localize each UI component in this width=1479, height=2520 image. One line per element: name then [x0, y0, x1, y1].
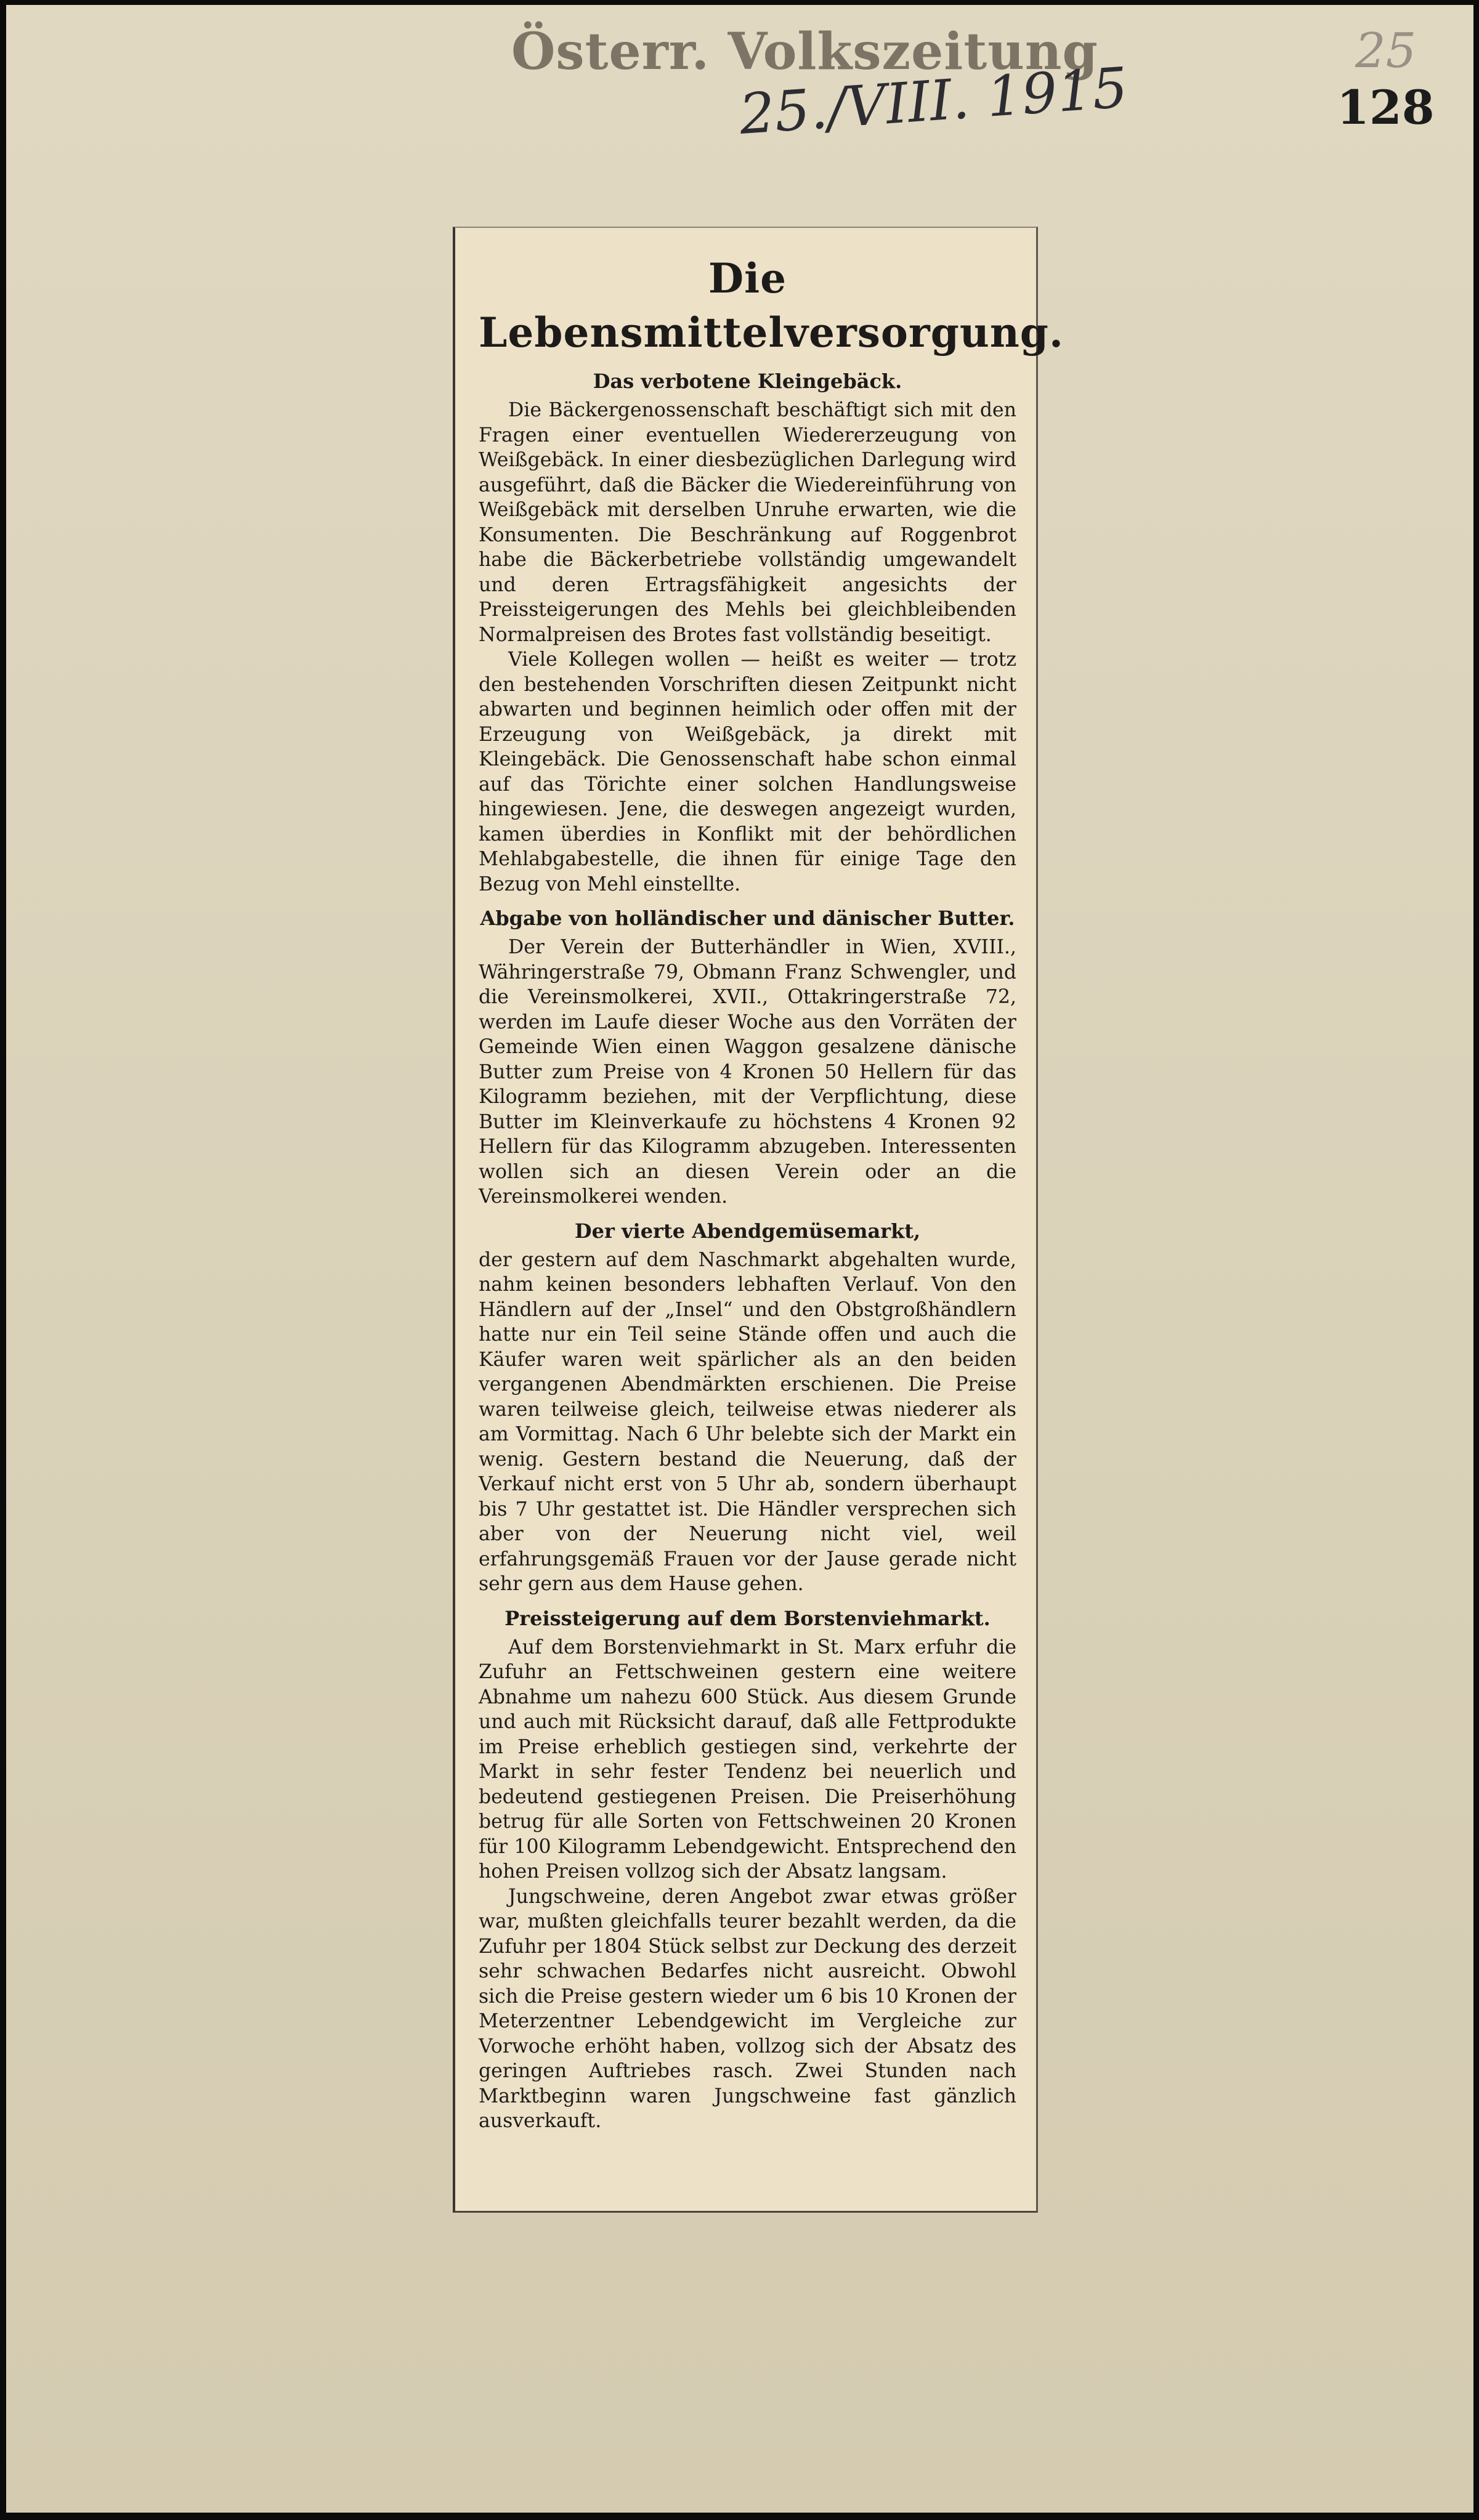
paragraph: Jungschweine, deren Angebot zwar etwas größer war, mußten gleichfalls teurer bezahlt werden, da die Zufuhr per 1804 Stück selbst zur Deckung des derzeit sehr schwachen Bedarfes nicht ausreicht. Obwohl sich die Preise gestern wieder um 6 bis 10 Kronen der Meterzentner Lebendgewicht im Vergleiche zur Vorwoche erhöht haben, vollzog sich der Absatz des geringen Auftriebes rasch. Zwei Stunden nach Marktbeginn waren Jungschweine fast gänzlich ausverkauft. — [479, 1885, 1016, 2132]
section-heading: Der vierte Abendgemüsemarkt, — [574, 1219, 921, 1243]
page-number: 128 — [1337, 80, 1435, 135]
handwritten-date: 25./VIII. 1915 — [737, 55, 1130, 147]
pencil-number: 25 — [1355, 23, 1417, 79]
archive-sheet — [6, 5, 1473, 2513]
section-heading: Abgabe von holländischer und dänischer Butter. — [480, 907, 1015, 930]
paragraph: Der Verein der Butterhändler in Wien, XVIII., Währingerstraße 79, Obmann Franz Schwengler, und die Vereinsmolkerei, XVII., Ottakringerstraße 72, werden im Laufe dieser Woche aus den Vorräten der Gemeinde Wien einen Waggon gesalzene dänische Butter zum Preise von 4 Kronen 50 Hellern für das Kilogramm beziehen, mit der Verpflichtung, diese Butter im Kleinverkaufe zu höchstens 4 Kronen 92 Hellern für das Kilogramm abzugeben. Interessenten wollen sich an diesen Verein oder an die Vereinsmolkerei wenden. — [479, 936, 1016, 1208]
paragraph: Die Bäckergenossenschaft beschäftigt sich mit den Fragen einer eventuellen Wiedererzeugung von Weißgebäck. In einer diesbezüglichen Darlegung wird ausgeführt, daß die Bäcker die Wiedereinführung von Weißgebäck mit derselben Unruhe erwarten, wie die Konsumenten. Die Beschränkung auf Roggenbrot habe die Bäckerbetriebe vollständig umgewandelt und deren Ertragsfähigkeit angesichts der Preissteigerungen des Mehls bei gleichbleibenden Normalpreisen des Brotes fast vollständig beseitigt. — [479, 399, 1016, 646]
article-title: Die Lebensmittelversorgung. — [479, 254, 1064, 357]
paragraph: Auf dem Borstenviehmarkt in St. Marx erfuhr die Zufuhr an Fettschweinen gestern eine weitere Abnahme um nahezu 600 Stück. Aus diesem Grunde und auch mit Rücksicht darauf, daß alle Fettprodukte im Preise erheblich gestiegen sind, verkehrte der Markt in sehr fester Tendenz bei neuerlich und bedeutend gestiegenen Preisen. Die Preiserhöhung betrug für alle Sorten von Fettschweinen 20 Kronen für 100 Kilogramm Lebendgewicht. Entsprechend den hohen Preisen vollzog sich der Absatz langsam. — [479, 1636, 1016, 1883]
paragraph: Viele Kollegen wollen — heißt es weiter — trotz den bestehenden Vorschriften diesen Zeitpunkt nicht abwarten und beginnen heimlich oder offen mit der Erzeugung von Weißgebäck, ja direkt mit Kleingebäck. Die Genossenschaft habe schon einmal auf das Törichte einer solchen Handlungsweise hingewiesen. Jene, die deswegen angezeigt wurden, kamen überdies in Konflikt mit der behördlichen Mehlabgabestelle, die ihnen für einige Tage den Bezug von Mehl einstellte. — [479, 648, 1016, 895]
section-heading: Preissteigerung auf dem Borstenviehmarkt. — [504, 1606, 991, 1630]
paragraph: der gestern auf dem Naschmarkt abgehalten wurde, nahm keinen besonders lebhaften Verlauf. Von den Händlern auf der „Insel“ und den Obstgroßhändlern hatte nur ein Teil seine Stände offen und auch die Käufer waren weit spärlicher als an den beiden vergangenen Abendmärkten erschienen. Die Preise waren teilweise gleich, teilweise etwas niederer als am Vormittag. Nach 6 Uhr belebte sich der Markt ein wenig. Gestern bestand die Neuerung, daß der Verkauf nicht erst von 5 Uhr ab, sondern überhaupt bis 7 Uhr gestattet ist. Die Händler versprechen sich aber von der Neuerung nicht viel, weil erfahrungsgemäß Frauen vor der Jause gerade nicht sehr gern aus dem Hause gehen. — [479, 1248, 1016, 1595]
section-heading: Das verbotene Kleingebäck. — [593, 370, 902, 393]
newspaper-name-stamp: Österr. Volkszeitung — [511, 22, 1098, 81]
newspaper-clipping — [453, 227, 1064, 2213]
